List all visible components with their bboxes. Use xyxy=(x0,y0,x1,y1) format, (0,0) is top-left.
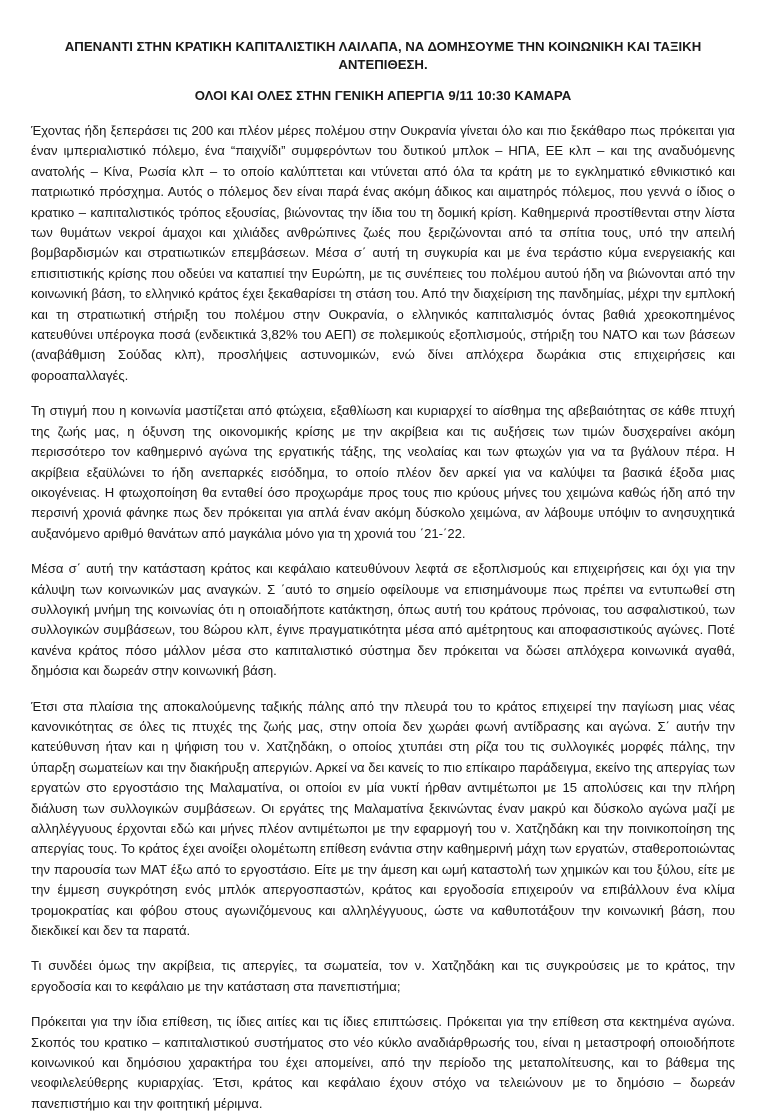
paragraph: Τη στιγμή που η κοινωνία μαστίζεται από φτώχεια, εξαθλίωση και κυριαρχεί το αίσθημα της αβεβαιότητας σε κάθε πτυχή της ζωής μας, η όξυνση της οικονομικής κρίσης με την ακρίβεια και τις αυξήσεις των τιμών δυσχεραίνει ακόμη περισσότερο τον καθημερινό αγώνα της εργατικής τάξης, της νεολαίας και των φτωχών για να τα βγάλουν πέρα. Η ακρίβεια εξαϋλώνει το ήδη ανεπαρκές εισόδημα, το οποίο πλέον δεν αρκεί για να καλύψει τα βασικά έξοδα μιας οικογένειας. Η φτωχοποίηση θα ενταθεί όσο προχωράμε προς τους πιο κρύους μήνες του χειμώνα καθώς ήδη από την περσινή χρονιά φάνηκε πως δεν πρόκειται για απλά έναν ακόμη δύσκολο χειμώνα, αν λάβουμε υπόψιν το ανησυχητικά αυξανόμενο αριθμό θανάτων από μαγκάλια μόνο για τη χρονιά του ΄21-΄22. xyxy=(31,403,735,541)
paragraph: Πρόκειται για την ίδια επίθεση, τις ίδιες αιτίες και τις ίδιες επιπτώσεις. Πρόκειται για την επίθεση στα κεκτημένα αγώνα. Σκοπός του κρατικο – καπιταλιστικού συστήματος στο νέο κύκλο αναδιάρθρωσής του, είναι η μεταστροφή οποιοδήποτε κοινωνικού και δημόσιου χαρακτήρα του έχει απομείνει, από την περίοδο της μεταπολίτευσης, και το βάθεμα της νεοφιλελεύθερης κυριαρχίας. Έτσι, κράτος και κεφάλαιο έχουν στόχο να τελειώνουν με το δημόσιο – δωρεάν πανεπιστήμιο και την φοιτητική μέριμνα. xyxy=(31,1014,735,1111)
paragraph: Τι συνδέει όμως την ακρίβεια, τις απεργίες, τα σωματεία, τον ν. Χατζηδάκη και τις συγκρούσεις με το κράτος, την εργοδοσία και το κεφάλαιο με την κατάσταση στα πανεπιστήμια; xyxy=(31,958,735,994)
body-text xyxy=(31,121,735,1114)
headline: ΑΠΕΝΑΝΤΙ ΣΤΗΝ ΚΡΑΤΙΚΗ ΚΑΠΙΤΑΛΙΣΤΙΚΗ ΛΑΙΛΑΠΑ, ΝΑ ΔΟΜΗΣΟΥΜΕ ΤΗΝ ΚΟΙΝΩΝΙΚΗ ΚΑΙ ΤΑΞΙΚΗ ΑΝΤΕΠΙΘΕΣΗ. xyxy=(64,39,702,72)
paragraph: Μέσα σ΄ αυτή την κατάσταση κράτος και κεφάλαιο κατευθύνουν λεφτά σε εξοπλισμούς και επιχειρήσεις και όχι για την κάλυψη των κοινωνικών μας αναγκών. Σ ΄αυτό το σημείο οφείλουμε να επισημάνουμε πως πρέπει να εντυπωθεί στη συλλογική μνήμη της κοινωνίας ότι η οποιαδήποτε κατάκτηση, όπως αυτή του κράτους πρόνοιας, του ασφαλιστικού, των συλλογικών συμβάσεων, του 8ώρου κλπ, έγινε πραγματικότητα μέσα από αμέτρητους και αποφασιστικούς αγώνες. Ποτέ κανένα κράτος πόσο μάλλον μέσα στο καπιταλιστικό σύστημα δεν πρόκειται να δώσει απλόχερα κοινωνικά αγαθά, δημόσια και δωρεάν στην κοινωνική βάση. xyxy=(31,561,735,679)
paragraph: Έχοντας ήδη ξεπεράσει τις 200 και πλέον μέρες πολέμου στην Ουκρανία γίνεται όλο και πιο ξεκάθαρο πως πρόκειται για έναν ιμπεριαλιστικό πόλεμο, ένα “παιχνίδι” συμφερόντων του δυτικού μπλοκ – ΗΠΑ, ΕΕ κλπ – και της αναδυόμενης ανατολής – Κίνα, Ρωσία κλπ – το οποίο καλύπτεται και ντύνεται από όλα τα κράτη με το εγκληματικό εθνικιστικό και πατριωτικό πρόσχημα. Αυτός ο πόλεμος δεν είναι παρά ένας ακόμη άδικος και αιματηρός πόλεμος, που γεννά ο ίδιος ο κρατικο – καπιταλιστικός τρόπος εξουσίας, βιώνοντας την ίδια του τη δομική κρίση. Καθημερινά προστίθενται στην λίστα των θυμάτων νεκροί άμαχοι και χιλιάδες ανθρώπινες ζωές που ξεριζώνονται από τα σπίτια τους, υπό την απειλή βομβαρδισμών και στρατιωτικών επεμβάσεων. Μέσα σ΄ αυτή τη συγκυρία και με ένα τεράστιο κύμα ενεργειακής και επισιτιστικής κρίσης που οδεύει να καταπιεί την Ευρώπη, με τις συνέπειες του πολέμου αυτού ήδη να βιώνονται από την κοινωνική βάση, το ελληνικό κράτος έχει ξεκαθαρίσει τη στάση του. Από την διαχείριση της πανδημίας, μέχρι την εμπλοκή και τη στρατιωτική στήριξη του πολέμου στην Ουκρανία, ο ελληνικός καπιταλισμός όντας βαθιά χρεοκοπημένος κατευθύνει υπέρογκα ποσά (ενδεικτικά 3,82% του ΑΕΠ) σε πολεμικούς εξοπλισμούς, στήριξη του ΝΑΤΟ και των βάσεων (αναβάθμιση Σούδας κλπ), προσλήψεις αστυνομικών, ενώ δίνει απλόχερα δωράκια στις επιχειρήσεις και φοροαπαλλαγές. xyxy=(31,123,735,383)
subheadline: ΟΛΟΙ ΚΑΙ ΟΛΕΣ ΣΤΗΝ ΓΕΝΙΚΗ ΑΠΕΡΓΙΑ 9/11 10:30 ΚΑΜΑΡΑ xyxy=(194,88,572,103)
paragraph: Έτσι στα πλαίσια της αποκαλούμενης ταξικής πάλης από την πλευρά του το κράτος επιχειρεί την παγίωση μιας νέας κανονικότητας σε όλες τις πτυχές της ζωής μας, στην οποία δεν χωράει φωνή αντίδρασης και αγώνα. Σ΄ αυτήν την κατεύθυνση ήταν και η ψήφιση του ν. Χατζηδάκη, ο οποίος χτυπάει στη ρίζα του τις συλλογικές μορφές πάλης, την ύπαρξη σωματείων και την διακήρυξη απεργιών. Αρκεί να δει κανείς το πιο επίκαιρο παράδειγμα, εκείνο της απεργίας των εργατών στο εργοστάσιο της Μαλαματίνα, οι οποίοι εν μία νυκτί ήρθαν αντιμέτωποι με 15 απολύσεις και την πλήρη διάλυση των συλλογικών συμβάσεων. Οι εργάτες της Μαλαματίνα ξεκινώντας έναν μακρύ και δύσκολο αγώνα μαζί με αλληλέγγυους έρχονται εδώ και μήνες πλέον αντιμέτωποι με την εφαρμογή του ν. Χατζηδάκη και την ποινικοποίηση της απεργίας τους. Το κράτος έχει ανοίξει ολομέτωπη επίθεση ενάντια στην καθημερινή μάχη των εργατών, σταθεροποιώντας την παρουσία των ΜΑΤ έξω από το εργοστάσιο. Είτε με την άμεση και ωμή καταστολή των χημικών και του ξύλου, είτε με την έμμεση συγκρότηση ενός μπλόκ απεργοσπαστών, κράτος και εργοδοσία επιχειρούν να επιβάλλουν ένα κλίμα τρομοκρατίας και φόβου στους αγωνιζόμενους και αλληλέγγυους, ώστε να καθυποτάξουν την κοινωνική βάση, που διεκδικεί και δεν τα παρατά. xyxy=(31,698,735,939)
